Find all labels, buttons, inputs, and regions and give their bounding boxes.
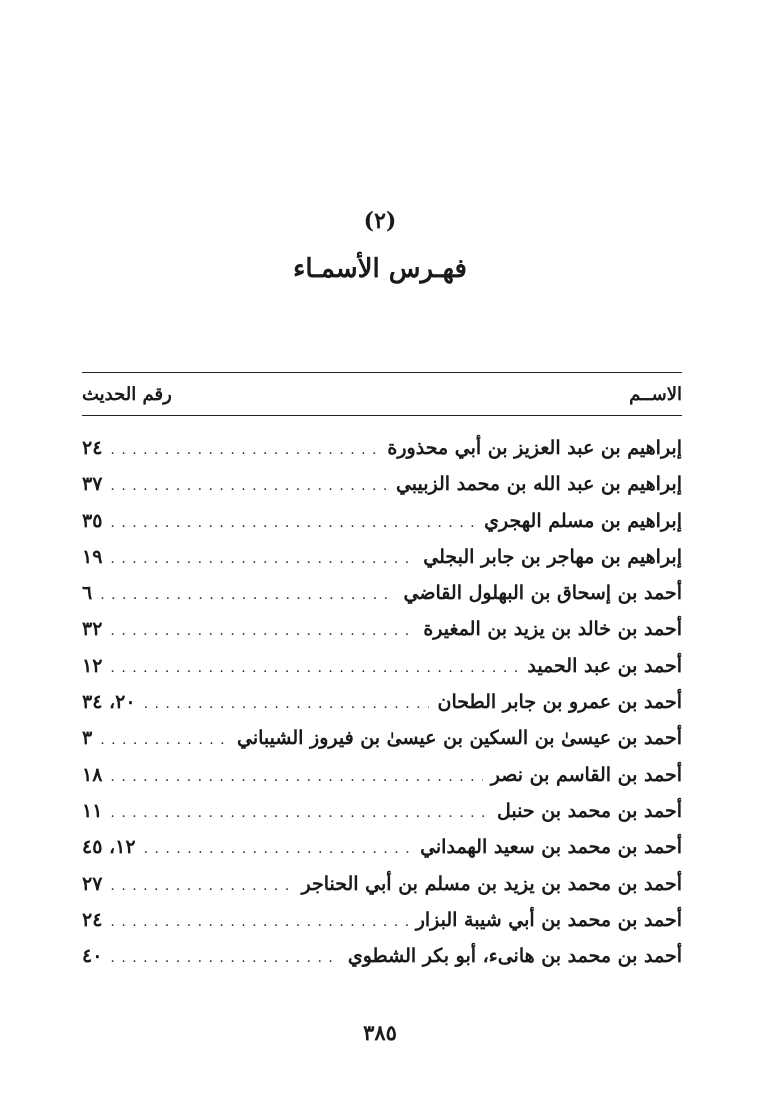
hadith-number: ٢٠، ٣٤: [82, 691, 136, 714]
section-number: (٢): [363, 208, 397, 234]
hadith-number: ٢٤: [82, 437, 103, 459]
leader-dots: [110, 650, 519, 686]
entry-name: أحمد بن القاسم بن نصر: [490, 763, 682, 786]
leader-dots: [110, 432, 379, 468]
entry-name: إبراهيم بن عبد الله بن محمد الزبيبي: [395, 473, 682, 496]
entry-name: أحمد بن محمد بن حنبل: [497, 799, 682, 822]
hadith-number: ٦: [82, 582, 93, 605]
table-row: [82, 938, 682, 974]
table-header-rule: [82, 415, 682, 416]
hadith-number: ٣٧: [82, 473, 103, 496]
leader-dots: [110, 468, 388, 504]
entry-name: أحمد بن عمرو بن جابر الطحان: [437, 691, 682, 714]
table-row: [82, 829, 682, 865]
hadith-number: ١٢: [82, 654, 103, 677]
hadith-number: ٣٥: [82, 509, 103, 532]
table-row: [82, 575, 682, 611]
leader-dots: [110, 541, 415, 577]
hadith-number: ١٨: [82, 763, 103, 786]
hadith-number: ١٩: [82, 545, 103, 568]
leader-dots: [110, 759, 482, 795]
table-row: [82, 466, 682, 502]
table-row: [82, 684, 682, 720]
hadith-number: ٢٤: [82, 908, 103, 931]
leader-dots: [110, 940, 339, 976]
table-row: [82, 720, 682, 756]
table-row: [82, 866, 682, 902]
page-number: ٣٨٥: [363, 1020, 397, 1045]
name-column-header: الاســم: [629, 383, 682, 405]
hadith-number: ٣٢: [82, 618, 103, 641]
table-row: [82, 611, 682, 647]
entry-name: أحمد بن محمد بن سعيد الهمداني: [420, 836, 682, 859]
leader-dots: [110, 904, 407, 940]
leader-dots: [110, 613, 415, 649]
table-rows: [82, 430, 682, 974]
entry-name: أحمد بن إسحاق بن البهلول القاضي: [403, 582, 682, 605]
hadith-number: ٣: [82, 727, 93, 750]
table-header: [82, 373, 682, 415]
leader-dots: [100, 577, 395, 613]
leader-dots: [110, 795, 489, 831]
names-index-table: [82, 372, 682, 974]
table-row: [82, 430, 682, 466]
hadith-number: ١١: [82, 799, 103, 822]
leader-dots: [144, 831, 412, 867]
entry-name: أحمد بن محمد بن هانىء، أبو بكر الشطوي: [347, 945, 682, 968]
table-row: [82, 648, 682, 684]
leader-dots: [110, 505, 476, 541]
table-row: [82, 539, 682, 575]
table-row: [82, 757, 682, 793]
leader-dots: [110, 868, 293, 904]
table-row: [82, 902, 682, 938]
number-column-header: رقم الحديث: [82, 383, 172, 405]
leader-dots: [144, 686, 430, 722]
table-row: [82, 793, 682, 829]
entry-name: أحمد بن محمد بن يزيد بن مسلم بن أبي الحناجر: [301, 872, 682, 895]
entry-name: أحمد بن محمد بن أبي شيبة البزار: [415, 908, 682, 931]
entry-name: إبراهيم بن مهاجر بن جابر البجلي: [423, 545, 682, 568]
entry-name: إبراهيم بن مسلم الهجري: [484, 509, 682, 532]
hadith-number: ١٢، ٤٥: [82, 836, 136, 859]
entry-name: أحمد بن خالد بن يزيد بن المغيرة: [423, 618, 682, 641]
hadith-number: ٤٠: [82, 945, 103, 968]
leader-dots: [100, 722, 229, 758]
entry-name: أحمد بن عيسىٰ بن السكين بن عيسىٰ بن فيروز الشيباني: [237, 727, 682, 750]
hadith-number: ٢٧: [82, 872, 103, 895]
entry-name: إبراهيم بن عبد العزيز بن أبي محذورة: [387, 437, 682, 459]
page-title: فهـرس الأسمـاء: [293, 254, 467, 284]
table-row: [82, 503, 682, 539]
entry-name: أحمد بن عبد الحميد: [527, 654, 682, 677]
